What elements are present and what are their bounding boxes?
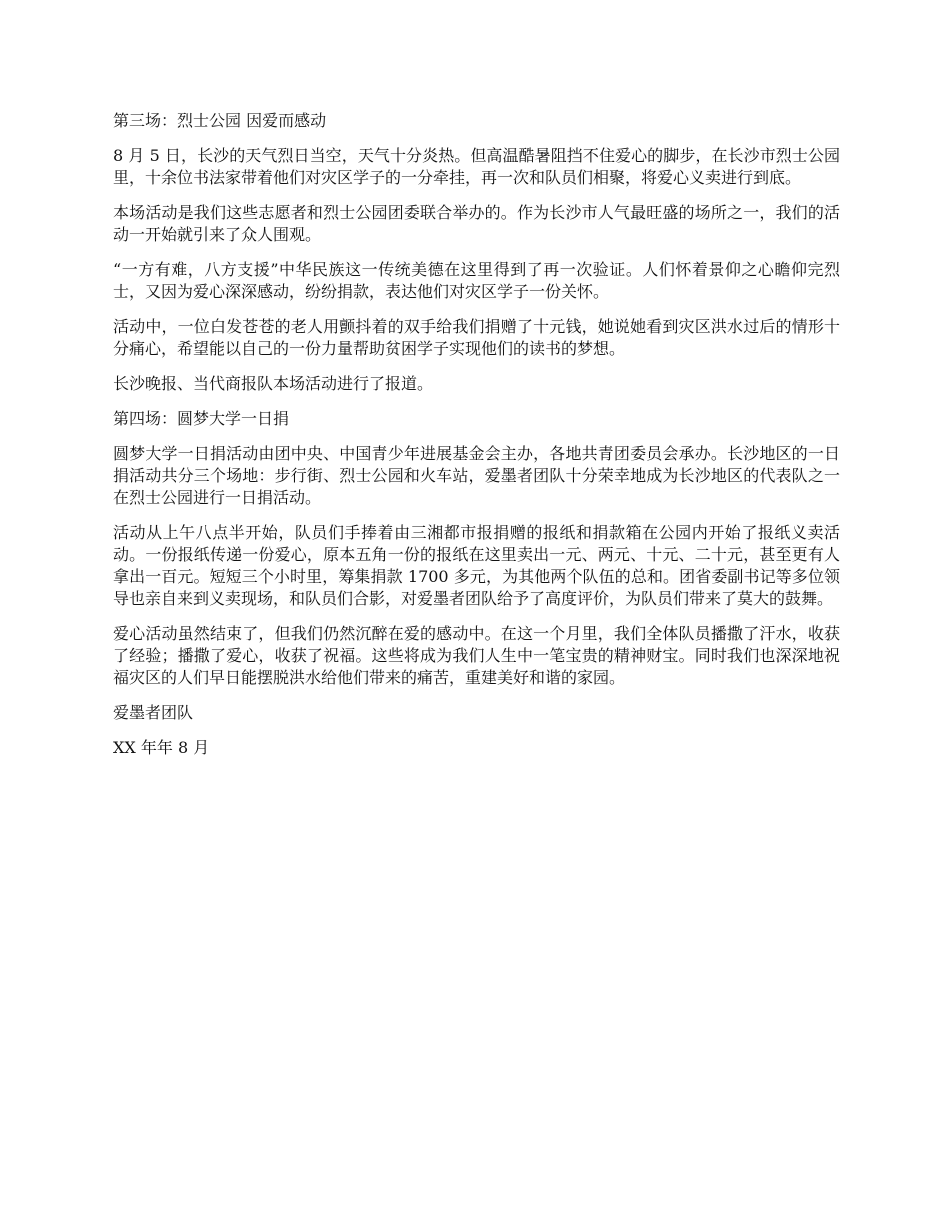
section-heading-fourth: 第四场：圆梦大学一日捐 <box>113 409 290 428</box>
paragraph: 爱心活动虽然结束了，但我们仍然沉醉在爱的感动中。在这一个月里，我们全体队员播撒了汗水，收获了经验；播撒了爱心，收获了祝福。这些将成为我们人生中一笔宝贵的精神财宝。同时我们也深深地祝福灾区的人们早日能摆脱洪水给他们带来的痛苦，重建美好和谐的家园。 <box>113 624 840 687</box>
paragraph: “一方有难，八方支援”中华民族这一传统美德在这里得到了再一次验证。人们怀着景仰之心瞻仰完烈士，又因为爱心深深感动，纷纷捐款，表达他们对灾区学子一份关怀。 <box>113 260 840 301</box>
signature-team: 爱墨者团队 <box>113 703 194 722</box>
paragraph: 活动中，一位白发苍苍的老人用颤抖着的双手给我们捐赠了十元钱，她说她看到灾区洪水过后的情形十分痛心，希望能以自己的一份力量帮助贫困学子实现他们的读书的梦想。 <box>113 317 840 358</box>
paragraph: 本场活动是我们这些志愿者和烈士公园团委联合举办的。作为长沙市人气最旺盛的场所之一，我们的活动一开始就引来了众人围观。 <box>113 203 840 244</box>
section-heading-third: 第三场：烈士公园 因爱而感动 <box>113 111 327 130</box>
paragraph: 活动从上午八点半开始，队员们手捧着由三湘都市报捐赠的报纸和捐款箱在公园内开始了报纸义卖活动。一份报纸传递一份爱心，原本五角一份的报纸在这里卖出一元、两元、十元、二十元，甚至更有人拿出一百元。短短三个小时里，筹集捐款 1700 多元，为其他两个队伍的总和。团省委副书记等多位领导也亲自来到义卖现场，和队员们合影，对爱墨者团队给予了高度评价，为队员们带来了莫大的鼓舞。 <box>113 523 840 608</box>
paragraph: 圆梦大学一日捐活动由团中央、中国青少年进展基金会主办，各地共青团委员会承办。长沙地区的一日捐活动共分三个场地：步行街、烈士公园和火车站，爱墨者团队十分荣幸地成为长沙地区的代表队之一在烈士公园进行一日捐活动。 <box>113 444 840 507</box>
paragraph: 8 月 5 日，长沙的天气烈日当空，天气十分炎热。但高温酷暑阻挡不住爱心的脚步，在长沙市烈士公园里，十余位书法家带着他们对灾区学子的一分牵挂，再一次和队员们相聚，将爱心义卖进行到底。 <box>113 146 840 187</box>
signature-date: XX 年年 8 月 <box>113 738 210 757</box>
document-body <box>113 110 840 772</box>
paragraph: 长沙晚报、当代商报队本场活动进行了报道。 <box>113 374 434 393</box>
